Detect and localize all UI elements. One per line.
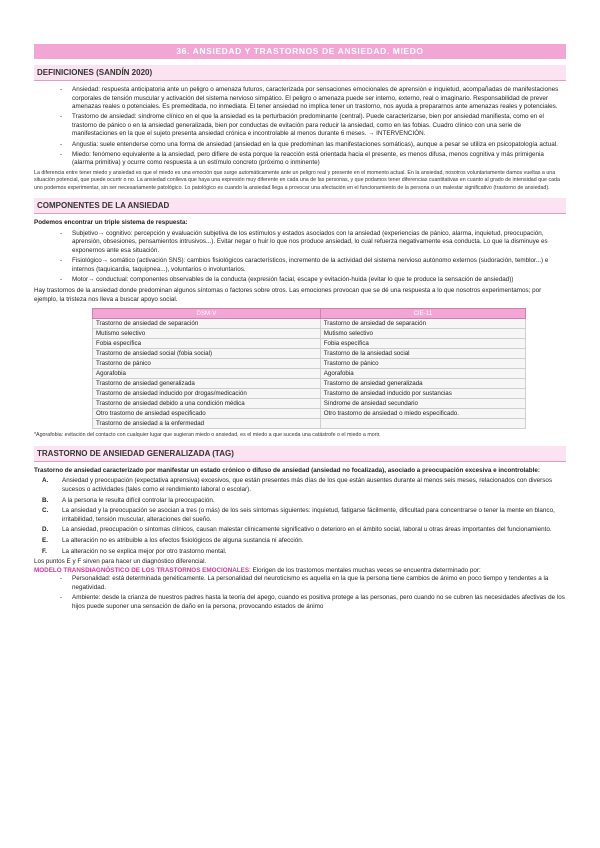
- list-item: - Trastorno de ansiedad: síndrome clínico en el que la ansiedad es la perturbación predominante (central). Puede caracterizarse, bien por ansiedad manifiesta, como en el trastorno de pánico o en la ansiedad generalizada, bien por conductas de evitación para reducir la ansiedad, como en las fobias. Cuadro clínico con una serie de manifestaciones en la que el sujeto presenta ansiedad crónica e incontrolable al menos durante 6 meses. → INTERVENCIÓN.: [72, 113, 566, 139]
- componentes-list: [34, 230, 566, 285]
- table-intro: Hay trastornos de la ansiedad donde predominan algunos síntomas o factores sobre otros. Las emociones provocan que se dé una respuesta a lo que nosotros experimentamos; por ejemplo, la tristeza nos lleva a buscar apoyo social.: [34, 287, 542, 303]
- criterion-text: La alteración no se explica mejor por otro trastorno mental.: [62, 547, 227, 555]
- list-item: - Angustia: suele entenderse como una forma de ansiedad (ansiedad en la que predominan las manifestaciones somáticas), aunque a pesar se utiliza en psicopatología actual.: [72, 141, 566, 150]
- list-item: - Subjetivo→ cognitivo: percepción y evaluación subjetiva de los estímulos y estados asociados con la ansiedad (experiencias de pánico, alarma, inquietud, preocupación, aprensión, obsesiones, pensamientos intrusivos...). Evitar negar o huir lo que nos produce ansiedad, lo cual refuerza negativamente esa conducta. Lo que la disminuye es exponernos ante esa situación.: [72, 230, 566, 256]
- table-row: [93, 379, 526, 389]
- section-heading-tag: TRASTORNO DE ANSIEDAD GENERALIZADA (TAG): [34, 446, 566, 462]
- criterion-item: [42, 547, 566, 557]
- table-row: [93, 339, 526, 349]
- table-cell: Síndrome de ansiedad secundario: [320, 399, 525, 409]
- table-cell: Trastorno de ansiedad generalizada: [93, 379, 321, 389]
- table-row: [93, 409, 526, 419]
- tag-criteria-list: [34, 477, 566, 556]
- table-row: [93, 329, 526, 339]
- modelo-title: MODELO TRANSDIAGNÓSTICO DE LOS TRASTORNOS EMOCIONALES: [34, 566, 250, 574]
- table-cell: Otro trastorno de ansiedad especificado: [93, 409, 321, 419]
- table-cell: Agorafobia: [320, 369, 525, 379]
- criterion-item: [42, 477, 566, 494]
- list-item: - Motor→ conductual: componentes observables de la conducta (expresión facial, escape y evitación-huida (evitar lo que te produce la sensación de ansiedad)): [72, 276, 566, 285]
- table-cell: Fobia específica: [320, 339, 525, 349]
- table-cell: Trastorno de la ansiedad social: [320, 349, 525, 359]
- table-header-dsm: DSM-V: [93, 309, 321, 319]
- table-row: [93, 359, 526, 369]
- agorafobia-note: *Agorafobia: evitación del contacto con cualquier lugar que sugieran miedo o ansiedad, es el miedo a que suceda una catástrofe o el miedo a morir.: [34, 432, 381, 439]
- list-item: - Ansiedad: respuesta anticipatoria ante un peligro o amenaza futuros, caracterizada por sensaciones emocionales de aprensión e inquietud, acompañadas de manifestaciones corporales de tensión muscular y activación del sistema nervioso simpático. El peligro o amenaza puede ser interno, externo, real o imaginario. Responsabilidad de prever amenazas reales o potenciales. Es premeditada, no inmediata. El tener ansiedad no implica tener un trastorno, nos ayuda a prepararnos ante amenazas reales y potenciales.: [72, 86, 566, 112]
- table-cell: Trastorno de ansiedad inducido por sustancias: [320, 389, 525, 399]
- list-item: - Ambiente: desde la crianza de nuestros padres hasta la teoría del apego, cuando es positiva protege a las personas, pero cuando no se cubren las necesidades afectivas de los hijos puede suponer una sensación de daño en la persona, provocando estados de ánimo: [72, 594, 566, 611]
- criterion-item: [42, 536, 566, 546]
- criterion-text: La ansiedad, preocupación o síntomas clínicos, causan malestar clínicamente significativo o deterioro en el ámbito social, laboral u otras áreas importantes del funcionamiento.: [62, 526, 552, 534]
- list-item: - Personalidad: está determinada genéticamente. La personalidad del neuroticismo es aquella en la que la persona tiene cambios de ánimo en poco tiempo y tendentes a la negatividad.: [72, 575, 566, 592]
- modelo-paragraph: [34, 567, 566, 576]
- difference-note: La diferencia entre tener miedo y ansiedad es que el miedo es una emoción que surge automáticamente ante un peligro real y presente en el momento actual. En la ansiedad, nosotros voluntariamente damos vueltas a una situación potencial, que puede ocurrir o no. La ansiedad conlleva que haya una expresión muy diferente en cada una de las personas, y que podamos tener diferencias cuantitativas en cuanto al grado de intensidad que cada uno podemos experimentar, sin ser necesariamente patológico. Lo patológico es cuando la ansiedad llega a provocar una afectación en el funcionamiento de la persona o un malestar significativo (trastorno de ansiedad).: [34, 169, 560, 191]
- table-cell: Trastorno de ansiedad generalizada: [320, 379, 525, 389]
- dsm-cie-table: [92, 308, 526, 429]
- criterion-text: La alteración no es atribuible a los efectos fisiológicos de alguna sustancia ni afección.: [62, 536, 304, 544]
- criterion-letter: B.: [42, 496, 49, 504]
- table-cell: Mutismo selectivo: [320, 329, 525, 339]
- table-cell: Trastorno de ansiedad inducido por drogas/medicación: [93, 389, 321, 399]
- tag-intro: Trastorno de ansiedad caracterizado por manifestar un estado crónico o difuso de ansiedad (ansiedad no focalizada), asociado a preocupación excesiva e incontrolable:: [34, 466, 540, 474]
- section-heading-definiciones: DEFINICIONES (SANDÍN 2020): [34, 65, 566, 81]
- criterion-letter: F.: [42, 547, 47, 555]
- table-cell: Trastorno de ansiedad debido a una condición médica: [93, 399, 321, 409]
- document-page: [34, 44, 566, 613]
- criterion-item: [42, 507, 566, 524]
- criterion-text: La ansiedad y la preocupación se asocian a tres (o más) de los seis síntomas siguientes: inquietud, fatigarse fácilmente, dificultad para concentrarse o tener la mente en blanco, irritabilidad, tensión muscular, alteraciones del sueño.: [62, 507, 555, 523]
- table-cell: Trastorno de ansiedad de separación: [93, 319, 321, 329]
- table-cell: Mutismo selectivo: [93, 329, 321, 339]
- table-cell: Fobia específica: [93, 339, 321, 349]
- table-cell: Otro trastorno de ansiedad o miedo especificado.: [320, 409, 525, 419]
- table-row: [93, 319, 526, 329]
- section-heading-componentes: COMPONENTES DE LA ANSIEDAD: [34, 198, 566, 214]
- table-cell: Trastorno de ansiedad de separación: [320, 319, 525, 329]
- modelo-text: : Elorigen de los trastornos mentales muchas veces se encuentra determinado por:: [249, 566, 481, 574]
- table-cell: Trastorno de ansiedad social (fobia social): [93, 349, 321, 359]
- componentes-intro: Podemos encontrar un triple sistema de respuesta:: [34, 219, 188, 227]
- table-row: [93, 349, 526, 359]
- table-cell: Trastorno de pánico: [93, 359, 321, 369]
- table-row: [93, 419, 526, 429]
- tag-note: Los puntos E y F sirven para hacer un diagnóstico diferencial.: [34, 558, 207, 566]
- table-header-cie: CIE-11: [320, 309, 525, 319]
- criterion-letter: A.: [42, 477, 49, 485]
- definiciones-list: [34, 86, 566, 168]
- page-title: 36. ANSIEDAD Y TRASTORNOS DE ANSIEDAD. MIEDO: [34, 44, 566, 59]
- criterion-letter: C.: [42, 507, 49, 515]
- table-cell: Agorafobia: [93, 369, 321, 379]
- list-item: - Fisiológico→ somático (activación SNS): cambios fisiológicos característicos, incremento de la actividad del sistema nervioso autónomo externos (sudoración, temblor...) e internos (taquicardia, taquipnea...), voluntarios o involuntarios.: [72, 257, 566, 274]
- table-cell: Trastorno de pánico: [320, 359, 525, 369]
- table-row: [93, 399, 526, 409]
- criterion-letter: D.: [42, 526, 49, 534]
- criterion-text: Ansiedad y preocupación (expectativa aprensiva) excesivos, que están presentes más días de los que están ausentes durante al menos seis meses, relacionados con diversos sucesos o actividades (tales como el rendimiento laboral o escolar).: [62, 477, 553, 493]
- table-cell: Trastorno de ansiedad a la enfermedad: [93, 419, 321, 429]
- criterion-text: A la persona le resulta difícil controlar la preocupación.: [62, 496, 215, 504]
- list-item: - Miedo: fenómeno equivalente a la ansiedad, pero difiere de esta porque la reacción está orientada hacia el presente, es menos difusa, menos cognitiva y más primigenia (alarma primitiva) y ocurre como respuesta a un estímulo concreto (próximo o inminente): [72, 151, 566, 168]
- criterion-letter: E.: [42, 536, 48, 544]
- table-cell: [320, 419, 525, 429]
- criterion-item: [42, 526, 566, 535]
- criterion-item: [42, 496, 566, 506]
- modelo-list: [34, 575, 566, 611]
- table-row: [93, 389, 526, 399]
- table-row: [93, 369, 526, 379]
